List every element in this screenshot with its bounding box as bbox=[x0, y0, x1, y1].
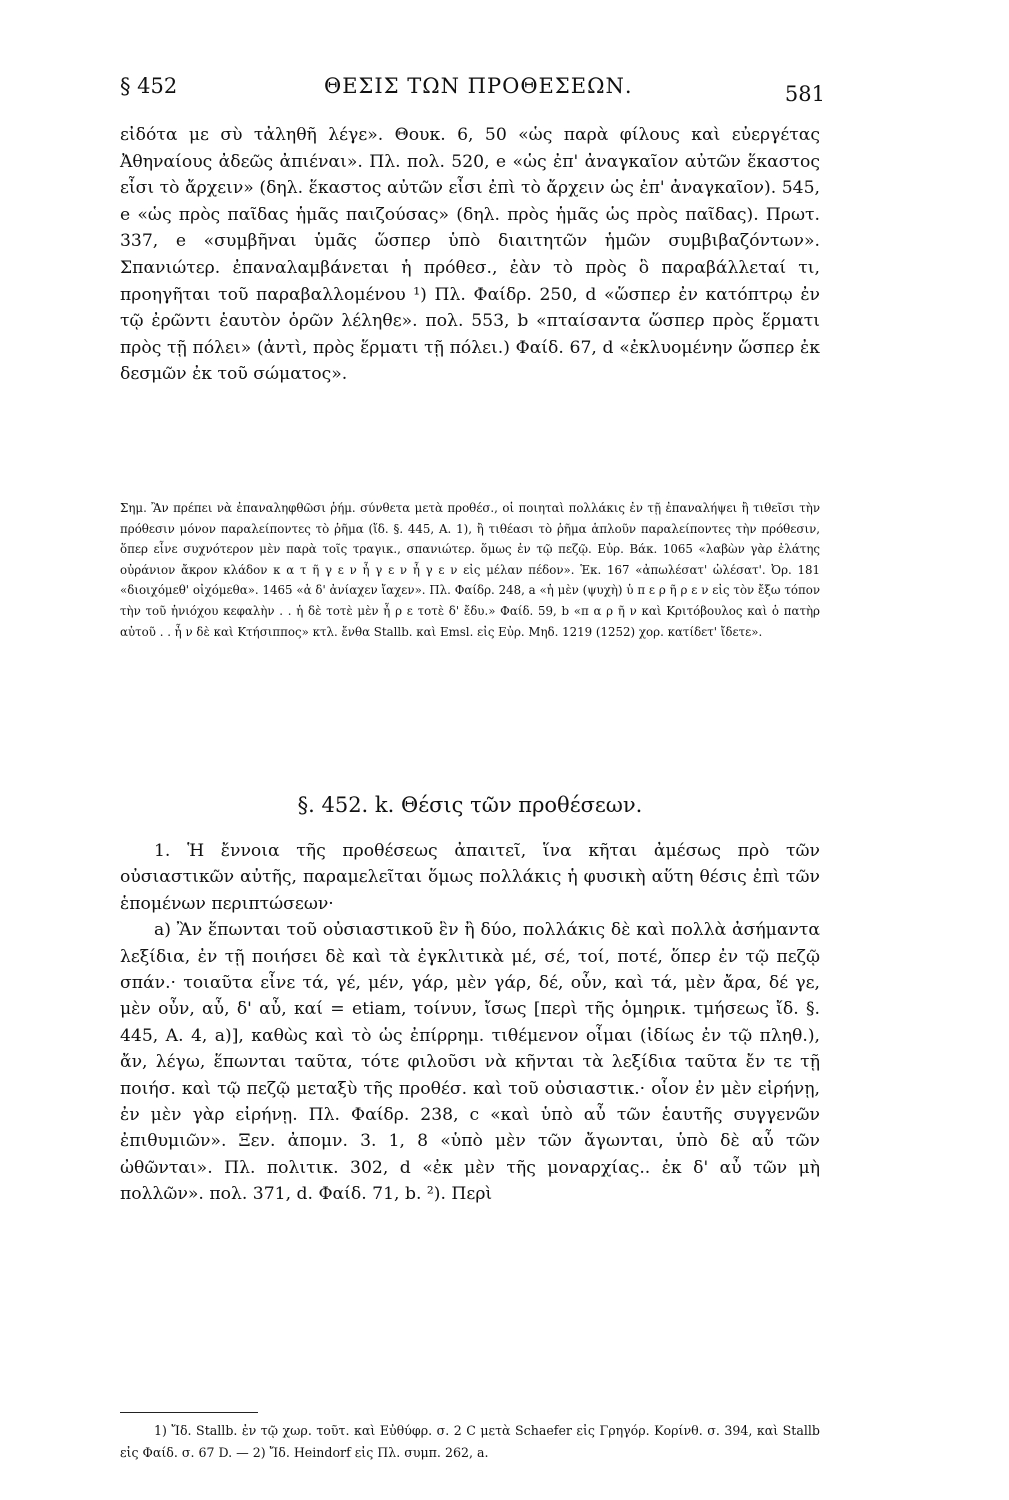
footnotes bbox=[120, 1420, 820, 1464]
remark-note bbox=[120, 498, 820, 642]
header-title: ΘΕΣΙΣ ΤΩΝ ΠΡΟΘΕΣΕΩΝ. bbox=[324, 74, 633, 98]
running-header bbox=[120, 68, 825, 108]
page-number: 581 bbox=[784, 82, 825, 106]
footnote-rule bbox=[120, 1412, 258, 1413]
header-section-mark: § 452 bbox=[120, 74, 178, 98]
section-text bbox=[120, 838, 820, 1208]
footnote-text: 1) Ἴδ. Stallb. ἐν τῷ χωρ. τοῦτ. καὶ Εὐθύφρ. σ. 2 C μετὰ Schaefer εἰς Γρηγόρ. Κορίνθ. σ. 394, καὶ Stallb εἰς Φαίδ. σ. 67 D. — 2) Ἴδ. Heindorf εἰς Πλ. συμπ. 262, a. bbox=[120, 1423, 820, 1460]
continued-text bbox=[120, 122, 820, 388]
body-paragraph: εἰδότα με σὺ τἀληθῆ λέγε». Θουκ. 6, 50 «ὡς παρὰ φίλους καὶ εὐεργέτας Ἀθηναίους ἀδεῶς ἀπιέναι». Πλ. πολ. 520, e «ὡς ἐπ' ἀναγκαῖον αὐτῶν ἕκαστος εἶσι τὸ ἄρχειν» (δηλ. ἕκαστος αὐτῶν εἶσι ἐπὶ τὸ ἄρχειν ὡς ἐπ' ἀναγκαῖον). 545, e «ὡς πρὸς παῖδας ἡμᾶς παιζούσας» (δηλ. πρὸς ἡμᾶς ὡς πρὸς παῖδας). Πρωτ. 337, e «συμβῆναι ὑμᾶς ὥσπερ ὑπὸ διαιτητῶν ἡμῶν συμβιβαζόντων». Σπανιώτερ. ἐπαναλαμβάνεται ἡ πρόθεσ., ἐὰν τὸ πρὸς ὃ παραβάλλεταί τι, προηγῆται τοῦ παραβαλλομένου ¹) Πλ. Φαίδρ. 250, d «ὥσπερ ἐν κατόπτρῳ ἐν τῷ ἐρῶντι ἑαυτὸν ὁρῶν λέληθε». πολ. 553, b «πταίσαντα ὥσπερ πρὸς ἕρματι πρὸς τῇ πόλει» (ἀντὶ, πρὸς ἕρματι τῇ πόλει.) Φαίδ. 67, d «ἐκλυομένην ὥσπερ ἐκ δεσμῶν ἐκ τοῦ σώματος». bbox=[120, 125, 820, 385]
main-paragraph-2: a) Ἂν ἕπωνται τοῦ οὐσιαστικοῦ ἓν ἢ δύο, πολλάκις δὲ καὶ πολλὰ ἀσήμαντα λεξίδια, ἐν τῇ ποιήσει δὲ καὶ τὰ ἐγκλιτικὰ μέ, σέ, τοί, ποτέ, ὅπερ ἐν τῷ πεζῷ σπάν.· τοιαῦτα εἶνε τά, γέ, μέν, γάρ, μὲν γάρ, δέ, οὖν, καὶ τά, μὲν ἄρα, δέ γε, μὲν οὖν, αὖ, δ' αὖ, καί = etiam, τοίνυν, ἴσως [περὶ τῆς ὁμηρικ. τμήσεως ἴδ. §. 445, Α. 4, a)], καθὼς καὶ τὸ ὡς ἐπίρρημ. τιθέμενον οἶμαι (ἰδίως ἐν τῷ πληθ.), ἄν, λέγω, ἕπωνται ταῦτα, τότε φιλοῦσι νὰ κῆνται τὰ λεξίδια ταῦτα ἔν τε τῇ ποιήσ. καὶ τῷ πεζῷ μεταξὺ τῆς προθέσ. καὶ τοῦ οὐσιαστικ.· οἷον ἐν μὲν εἰρήνῃ, ἐν μὲν γὰρ εἰρήνῃ. Πλ. Φαίδρ. 238, c «καὶ ὑπὸ αὖ τῶν ἑαυτῆς συγγενῶν ἐπιθυμιῶν». Ξεν. ἀπομν. 3. 1, 8 «ὑπὸ μὲν τῶν ἄγωνται, ὑπὸ δὲ αὖ τῶν ὠθῶνται». Πλ. πολιτικ. 302, d «ἐκ μὲν τῆς μοναρχίας.. ἐκ δ' αὖ τῶν μὴ πολλῶν». πολ. 371, d. Φαίδ. 71, b. ²). Περὶ bbox=[120, 920, 820, 1205]
section-heading: §. 452. k. Θέσις τῶν προθέσεων. bbox=[297, 793, 643, 817]
main-paragraph-1: 1. Ἡ ἔννοια τῆς προθέσεως ἀπαιτεῖ, ἵνα κῆται ἀμέσως πρὸ τῶν οὐσιαστικῶν αὐτῆς, παραμελεῖται ὅμως πολλάκις ἡ φυσικὴ αὕτη θέσις ἐπὶ τῶν ἑπομένων περιπτώσεων· bbox=[120, 841, 820, 914]
note-paragraph: Σημ. Ἂν πρέπει νὰ ἐπαναληφθῶσι ῥήμ. σύνθετα μετὰ προθέσ., οἱ ποιηταὶ πολλάκις ἐν τῇ ἐπαναλήψει ἢ τιθεῖσι τὴν πρόθεσιν μόνον παραλείποντες τὸ ῥῆμα (ἴδ. §. 445, Α. 1), ἢ τιθέασι τὸ ῥῆμα ἁπλοῦν παραλείποντες τὴν πρόθεσιν, ὅπερ εἶνε συχνότερον μὲν παρὰ τοῖς τραγικ., σπανιώτερ. ὅμως ἐν τῷ πεζῷ. Εὐρ. Βάκ. 1065 «λαβὼν γὰρ ἐλάτης οὐράνιον ἄκρον κλάδον κ α τ ῆ γ ε ν ἦ γ ε ν ἦ γ ε ν εἰς μέλαν πέδον». Ἑκ. 167 «ἀπωλέσατ' ὠλέσατ'. Ὀρ. 181 «διοιχόμεθ' οἰχόμεθα». 1465 «ἀ δ' ἀνίαχεν ἴαχεν». Πλ. Φαίδρ. 248, a «ἡ μὲν (ψυχὴ) ὑ π ε ρ ῆ ρ ε ν εἰς τὸν ἔξω τόπον τὴν τοῦ ἡνιόχου κεφαλὴν . . ἡ δὲ τοτὲ μὲν ἦ ρ ε τοτὲ δ' ἔδυ.» Φαίδ. 59, b «π α ρ ῆ ν καὶ Κριτόβουλος καὶ ὁ πατὴρ αὐτοῦ . . ἦ ν δὲ καὶ Κτήσιππος» κτλ. ἔνθα Stallb. καὶ Emsl. εἰς Εὐρ. Μηδ. 1219 (1252) χορ. κατίδετ' ἴδετε». bbox=[120, 501, 820, 639]
